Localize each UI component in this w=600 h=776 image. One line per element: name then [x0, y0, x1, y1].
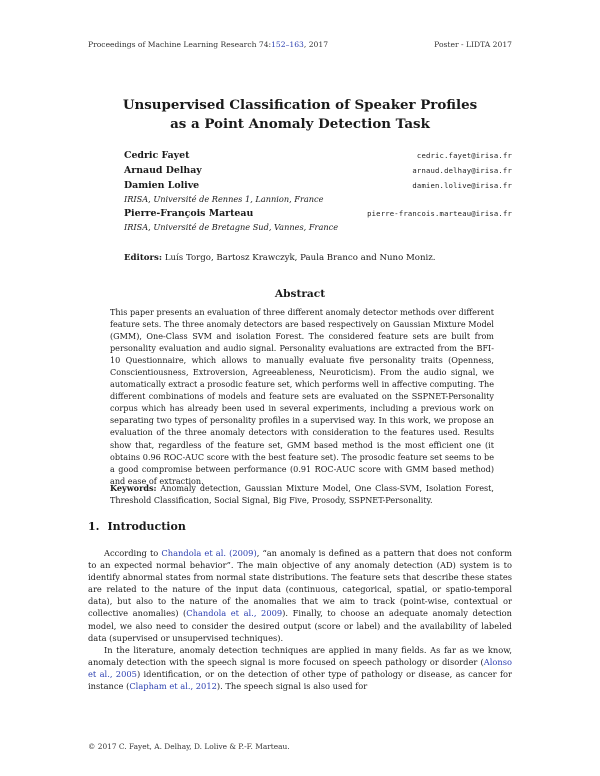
venue-label: Poster - LIDTA 2017 [434, 40, 512, 49]
running-header [88, 40, 512, 49]
copyright-footer: © 2017 C. Fayet, A. Delhay, D. Lolive & P.-F. Marteau. [88, 742, 290, 751]
keywords-text: Anomaly detection, Gaussian Mixture Model, One Class-SVM, Isolation Forest, Threshold Classification, Social Signal, Big Five, Prosody, SSPNET-Personality. [110, 483, 494, 506]
keywords-label: Keywords: [110, 483, 157, 493]
citation-link[interactable]: Chandola et al. (2009) [161, 548, 257, 558]
editors-line [124, 253, 436, 263]
paper-title: Unsupervised Classification of Speaker Profiles as a Point Anomaly Detection Task [122, 97, 478, 132]
page-range-link[interactable]: 152–163 [271, 40, 304, 49]
section-number: 1. [88, 520, 100, 533]
citation-link[interactable]: Clapham et al., 2012 [129, 681, 217, 692]
citation-link[interactable]: Chandola et al., 2009 [186, 608, 283, 619]
author-name: Pierre-François Marteau [124, 208, 254, 219]
author-email[interactable]: cedric.fayet@irisa.fr [416, 151, 512, 160]
section-title: Introduction [107, 520, 186, 533]
author-name: Arnaud Delhay [124, 165, 202, 176]
author-name: Cedric Fayet [124, 150, 190, 161]
section-heading [88, 520, 186, 533]
paragraph: In the literature, anomaly detection techniques are applied in many fields. As far as we know, anomaly detection with the speech signal is more focused on speech pathology or disorder (Alonso et al., 2005) identification, or on the detection of other type of pathology or disease, as cancer for instance (Clapham et al., 2012). The speech signal is also used for [88, 644, 513, 692]
editors-label: Editors: [124, 253, 163, 263]
abstract-heading: Abstract [274, 288, 326, 300]
citation-link[interactable]: Alonso et al., 2005 [88, 656, 512, 679]
paragraph: According to Chandola et al. (2009), “an anomaly is defined as a pattern that does not conform to an expected normal behavior”. The main objective of any anomaly detection (AD) system is to identify abnormal states from normal state distributions. The feature sets that describe these states are related to the nature of the input data (continuous, categorical, spatial, or spatio-temporal data), but also to the nature of the anomalies that we aim to track (point-wise, contextual or collective anomalies) (Chandola et al., 2009). Finally, to choose an adequate anomaly detection model, we also need to consider the desired output (score or label) and the availability of labeled data (supervised or unsupervised techniques). [88, 548, 512, 643]
abstract-text: This paper presents an evaluation of three different anomaly detector methods over different feature sets. The three anomaly detectors are based respectively on Gaussian Mixture Model (GMM), One-Class SVM and isolation Forest. The considered feature sets are built from personality evaluation and audio signal. Personality evaluations are extracted from the BFI-10 Questionnaire, which allows to manually evaluate five personality traits (Openness, Conscientiousness, Extroversion, Agreeableness, Neuroticism). From the audio signal, we automatically extract a prosodic feature set, which performs well in affective computing. The different combinations of models and feature sets are evaluated on the SSPNET-Personality corpus which has already been used in several experiments, including a previous work on separating two types of personality profiles in a supervised way. In this work, we propose an evaluation of the three anomaly detectors with consideration to the features used. Results show that, regardless of the feature set, GMM based method is the most efficient one (it obtains 0.96 ROC-AUC score with the best feature set). The prosodic feature set seems to be a good compromise between performance (0.91 ROC-AUC score with GMM based method) and ease of extraction. [110, 307, 494, 486]
editors-names: Luís Torgo, Bartosz Krawczyk, Paula Branco and Nuno Moniz. [164, 253, 436, 263]
affiliation: IRISA, Université de Rennes 1, Lannion, France [124, 194, 324, 204]
author-row [124, 165, 512, 180]
author-email[interactable]: arnaud.delhay@irisa.fr [412, 166, 512, 175]
introduction-body [88, 547, 512, 692]
author-email[interactable]: pierre-francois.marteau@irisa.fr [367, 209, 512, 218]
keywords [110, 482, 494, 506]
author-block [124, 150, 512, 236]
author-row [124, 150, 512, 165]
author-name: Damien Lolive [124, 180, 200, 191]
proceedings-info: Proceedings of Machine Learning Research 74:152–163, 2017 [88, 40, 329, 49]
author-email[interactable]: damien.lolive@irisa.fr [412, 181, 512, 190]
affiliation: IRISA, Université de Bretagne Sud, Vannes, France [124, 222, 339, 232]
